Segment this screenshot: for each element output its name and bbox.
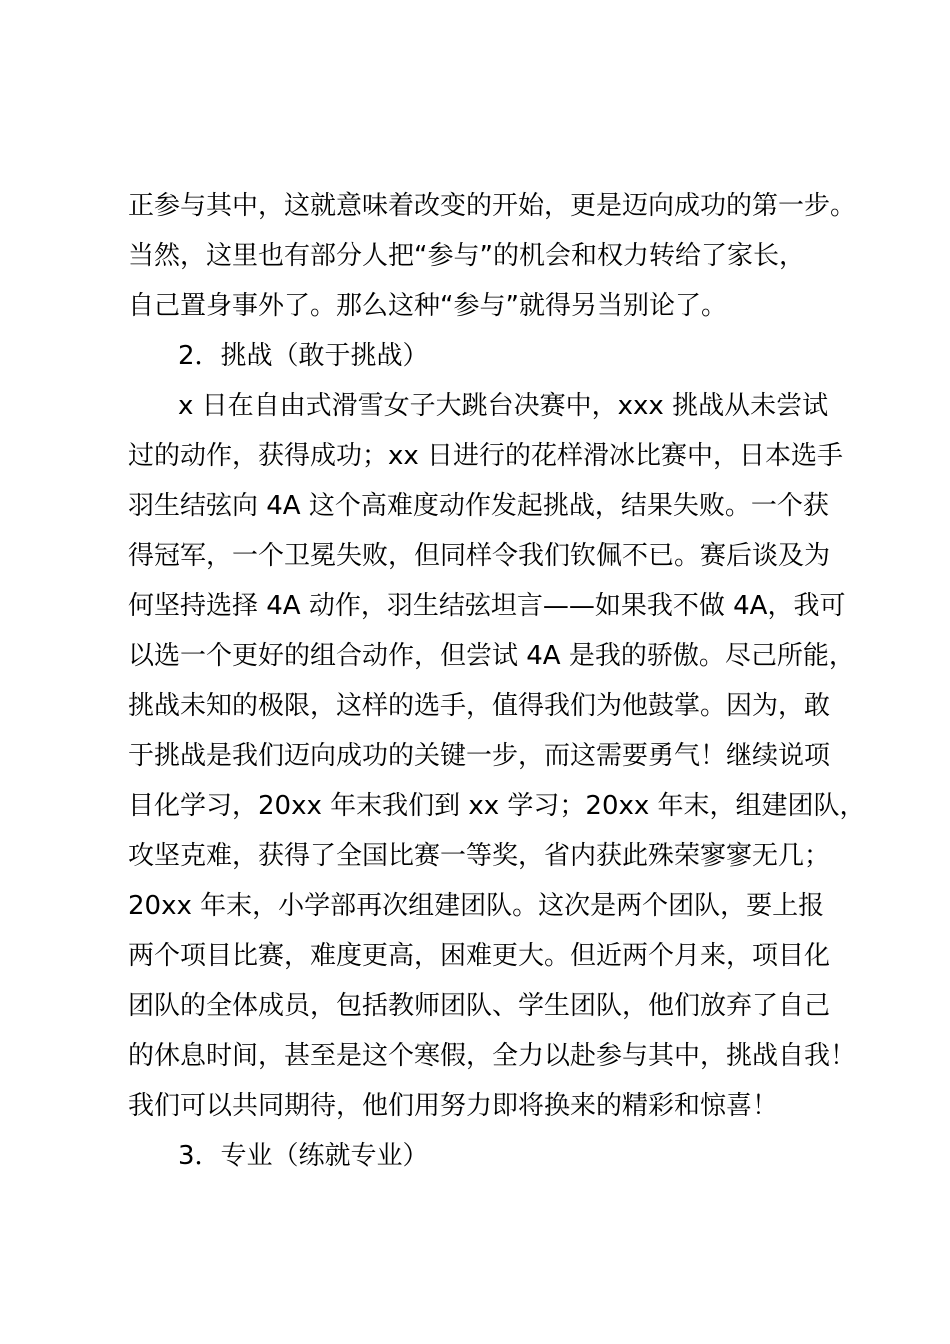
paragraph-line: 两个项目比赛，难度更高，困难更大。但近两个月来，项目化 <box>128 941 831 971</box>
paragraph-line: 攻坚克难，获得了全国比赛一等奖，省内获此殊荣寥寥无几； <box>128 841 831 871</box>
paragraph-line: x 日在自由式滑雪女子大跳台决赛中，xxx 挑战从未尝试 <box>178 391 829 421</box>
paragraph-line: 20xx 年末，小学部再次组建团队。这次是两个团队，要上报 <box>128 891 825 921</box>
paragraph-line: 正参与其中，这就意味着改变的开始，更是迈向成功的第一步。 <box>128 191 857 221</box>
paragraph-line: 自己置身事外了。那么这种“参与”就得另当别论了。 <box>128 291 727 321</box>
paragraph-line: 当然，这里也有部分人把“参与”的机会和权力转给了家长， <box>128 241 805 271</box>
paragraph-line: 过的动作，获得成功；xx 日进行的花样滑冰比赛中，日本选手 <box>128 441 844 471</box>
paragraph-line: 挑战未知的极限，这样的选手，值得我们为他鼓掌。因为，敢 <box>128 691 831 721</box>
paragraph-line: 的休息时间，甚至是这个寒假，全力以赴参与其中，挑战自我！ <box>128 1041 857 1071</box>
paragraph-line: 于挑战是我们迈向成功的关键一步，而这需要勇气！继续说项 <box>128 741 831 771</box>
section-heading: 2．挑战（敢于挑战） <box>178 341 429 371</box>
paragraph-line: 我们可以共同期待，他们用努力即将换来的精彩和惊喜！ <box>128 1091 779 1121</box>
paragraph-line: 团队的全体成员，包括教师团队、学生团队，他们放弃了自己 <box>128 991 831 1021</box>
paragraph-line: 目化学习，20xx 年末我们到 xx 学习；20xx 年末，组建团队， <box>128 791 866 821</box>
paragraph-line: 何坚持选择 4A 动作，羽生结弦坦言——如果我不做 4A，我可 <box>128 591 846 621</box>
paragraph-line: 以选一个更好的组合动作，但尝试 4A 是我的骄傲。尽己所能， <box>128 641 855 671</box>
section-heading: 3．专业（练就专业） <box>178 1141 429 1171</box>
paragraph-line: 得冠军，一个卫冕失败，但同样令我们钦佩不已。赛后谈及为 <box>128 541 831 571</box>
paragraph-line: 羽生结弦向 4A 这个高难度动作发起挑战，结果失败。一个获 <box>128 491 829 521</box>
